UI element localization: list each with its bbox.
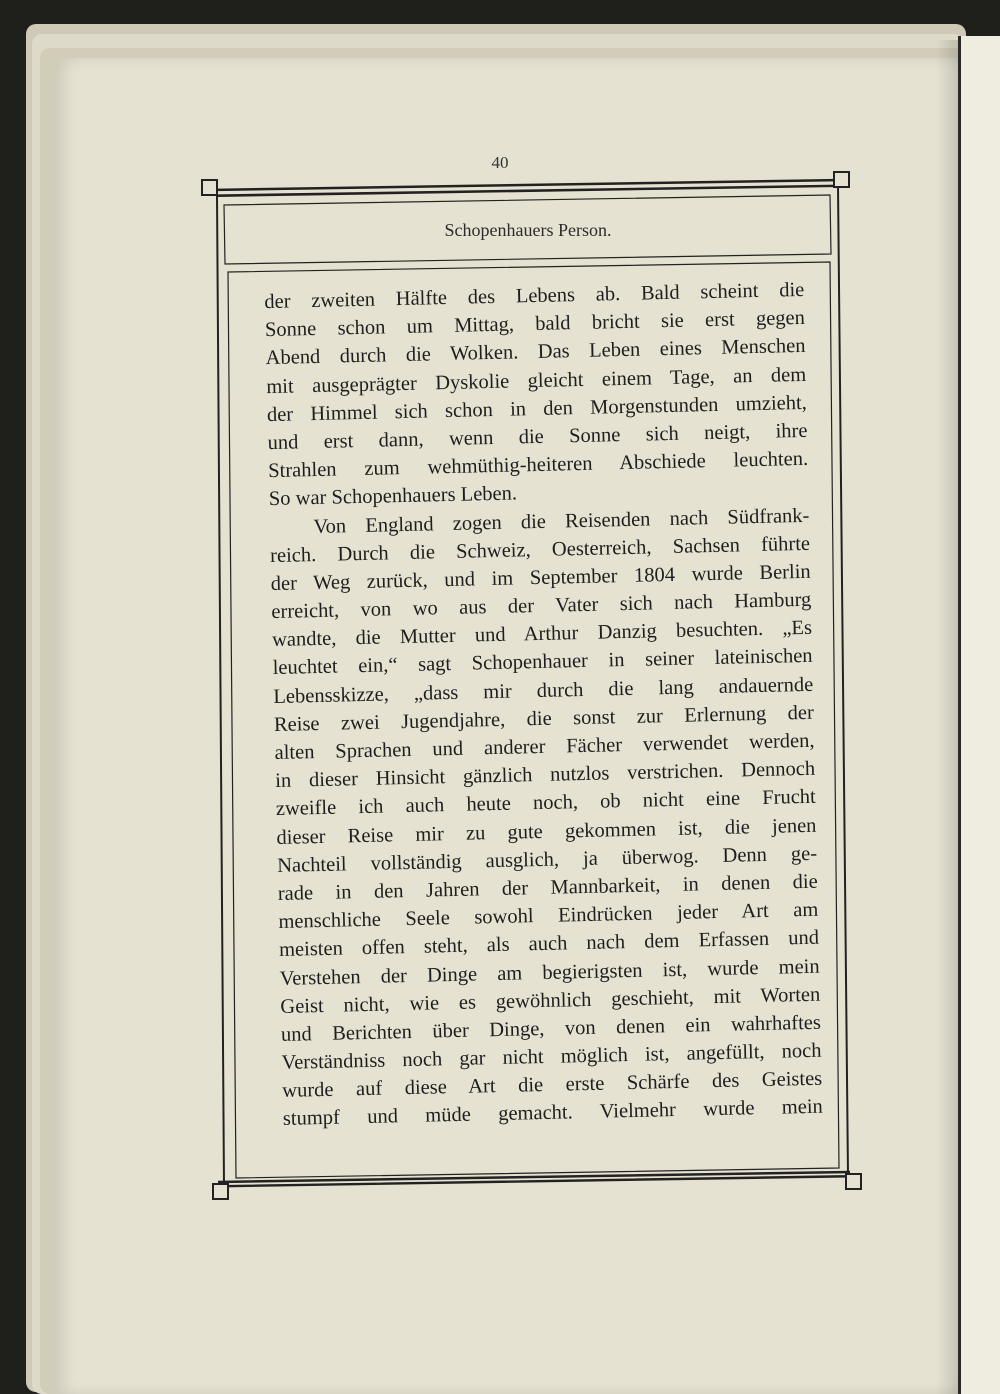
text-line: Abend durch die Wolken. Das Leben eines Menschen — [265, 335, 806, 370]
corner-square-bottom-left — [213, 1184, 228, 1199]
text-line: wandte, die Mutter und Arthur Danzig besuchten. „Es — [271, 617, 813, 652]
text-line: der Himmel sich schon in den Morgenstunden umzieht, — [266, 391, 808, 426]
running-header: Schopenhauers Person. — [444, 220, 612, 240]
text-line: alten Sprachen und anderer Fächer verwendet werden, — [274, 729, 815, 765]
body-text — [264, 276, 823, 1134]
text-line: leuchtet ein,“ sagt Schopenhauer in seiner lateinischen — [272, 645, 813, 680]
corner-square-top-left — [202, 180, 217, 195]
corner-square-bottom-right — [846, 1174, 861, 1189]
text-line: und Berichten über Dinge, von denen ein wahrhaftes — [280, 1011, 822, 1046]
text-line: Sonne schon um Mittag, bald bricht sie erst gegen — [264, 307, 806, 342]
text-line: Reise zwei Jugendjahre, die sonst zur Erlernung der — [273, 701, 815, 736]
text-line: menschliche Seele sowohl Eindrücken jeder Art am — [278, 898, 819, 934]
text-line: Verstehen der Dinge am begierigsten ist, wurde mein — [279, 955, 820, 990]
text-line: meisten offen steht, als auch nach dem Erfassen und — [278, 927, 820, 962]
text-line: in dieser Hinsicht gänzlich nutzlos verstrichen. Dennoch — [275, 757, 816, 793]
text-line: rade in den Jahren der Mannbarkeit, in denen die — [277, 870, 818, 905]
text-line: und erst dann, wenn die Sonne sich neigt, ihre — [267, 419, 808, 455]
text-line: So war Schopenhauers Leben. — [268, 482, 518, 511]
text-line: dieser Reise mir zu gute gekommen ist, die jenen — [276, 814, 817, 849]
corner-square-top-right — [834, 172, 849, 187]
text-line: mit ausgeprägter Dyskolie gleicht einem Tage, an dem — [266, 363, 807, 398]
text-line: reich. Durch die Schweiz, Oesterreich, Sachsen führte — [269, 532, 811, 567]
text-line: Nachteil vollständig ausglich, ja überwog. Denn ge- — [276, 842, 818, 877]
text-line: zweifle ich auch heute noch, ob nicht eine Frucht — [275, 786, 817, 821]
text-line: erreicht, von wo aus der Vater sich nach Hamburg — [271, 588, 812, 624]
text-line: Verständniss noch gar nicht möglich ist, angefüllt, noch — [281, 1039, 822, 1074]
text-line: der Weg zurück, und im September 1804 wurde Berlin — [270, 560, 811, 595]
text-line: der zweiten Hälfte des Lebens ab. Bald scheint die — [264, 278, 805, 314]
text-line: Lebensskizze, „dass mir durch die lang andauernde — [273, 673, 814, 708]
text-line: Geist nicht, wie es gewöhnlich geschieht, mit Worten — [280, 983, 821, 1018]
text-line: Von England zogen die Reisenden nach Südfrank- — [313, 504, 810, 538]
text-line: wurde auf diese Art die erste Schärfe des Geistes — [282, 1067, 823, 1103]
page-number: 40 — [491, 153, 509, 172]
text-line: Strahlen zum wehmüthig-heiteren Abschiede leuchten. — [267, 447, 809, 483]
text-line: stumpf und müde gemacht. Vielmehr wurde mein — [282, 1096, 824, 1131]
